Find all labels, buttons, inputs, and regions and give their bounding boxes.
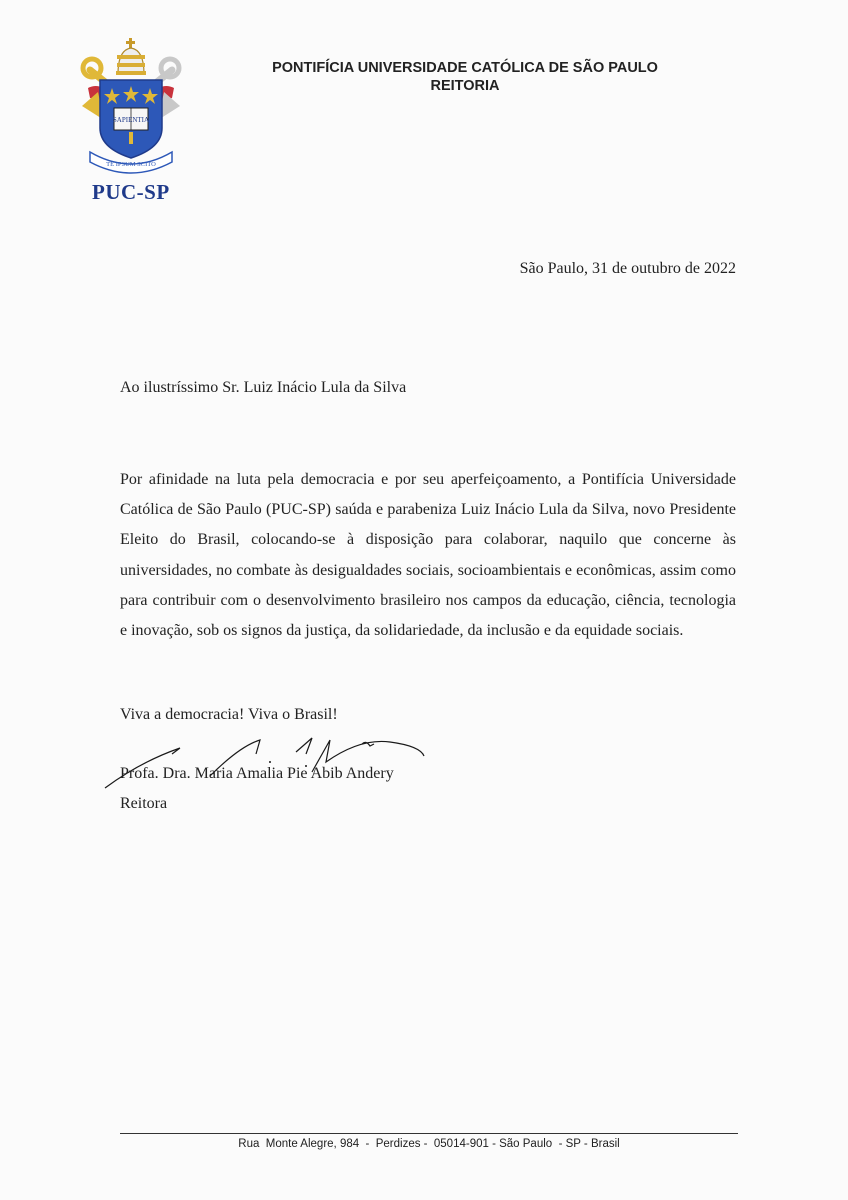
footer-divider <box>120 1133 738 1134</box>
crest-ribbon-text: TE IPSUM SCITO <box>106 161 156 168</box>
puc-sp-crest-logo <box>80 36 182 181</box>
department-name: REITORIA <box>430 78 500 94</box>
signer-role: Reitora <box>120 795 168 812</box>
letterhead <box>200 59 730 95</box>
handwritten-signature <box>100 732 430 792</box>
crest-book-text: SAPIENTIA <box>112 116 150 124</box>
logo-text: PUC-SP <box>92 180 170 204</box>
institution-name: PONTIFÍCIA UNIVERSIDADE CATÓLICA DE SÃO PAULO <box>272 60 658 76</box>
papal-tiara-icon <box>116 38 146 75</box>
letter-body: Por afinidade na luta pela democracia e por seu aperfeiçoamento, a Pontifícia Universidade Católica de São Paulo (PUC-SP) saúda e parabeniza Luiz Inácio Lula da Silva, novo Presidente Eleito do Brasil, colocando-se à disposição para colaborar, naquilo que concerne às universidades, no combate às desigualdades sociais, socioambientais e econômicas, assim como para contribuir com o desenvolvimento brasileiro nos campos da educação, ciência, tecnologia e inovação, sob os signos da justiça, da solidariedade, da inclusão e da equidade sociais. <box>120 471 736 640</box>
closing-line: Viva a democracia! Viva o Brasil! <box>120 706 338 723</box>
salutation: Ao ilustríssimo Sr. Luiz Inácio Lula da Silva <box>120 379 407 396</box>
signer-name: Profa. Dra. Maria Amalia Pie Abib Andery <box>120 765 394 782</box>
shield-icon <box>100 80 162 158</box>
footer-address: Rua Monte Alegre, 984 - Perdizes - 05014-901 - São Paulo - SP - Brasil <box>238 1138 620 1150</box>
letter-date: São Paulo, 31 de outubro de 2022 <box>519 260 736 277</box>
